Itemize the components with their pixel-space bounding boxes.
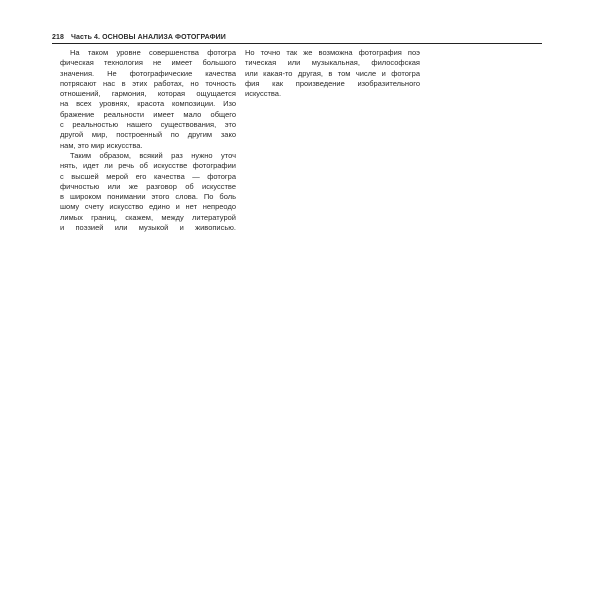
text-line: другой мир, построенный по другим зако — [60, 130, 236, 140]
running-header — [52, 33, 542, 44]
running-title: Часть 4. ОСНОВЫ АНАЛИЗА ФОТОГРАФИИ — [71, 34, 226, 41]
text-line: отношений, гармония, которая ощущается — [60, 89, 236, 99]
text-line: нам, это мир искусства. — [60, 140, 143, 150]
left-paragraph-2 — [60, 151, 236, 233]
right-paragraph-1 — [245, 48, 420, 99]
text-line: фичностью или же разговор об искусстве — [60, 181, 236, 191]
text-line: с высшей мерой его качества — фотогра — [60, 171, 236, 181]
text-line: с реальностью нашего существования, это — [60, 120, 236, 130]
text-line: шому счету искусство едино и нет непреодо — [60, 202, 236, 212]
text-line: На таком уровне совершенства фотогра — [70, 48, 236, 57]
text-line: в широком понимании этого слова. По боль — [60, 192, 236, 202]
text-line: Таким образом, всякий раз нужно уточ — [70, 150, 236, 160]
left-paragraph-1 — [60, 48, 236, 151]
text-line: или какая-то другая, в том числе и фотогра — [245, 68, 420, 78]
right-text-column — [245, 48, 420, 99]
text-line: бражение реальности имеет мало общего — [60, 109, 236, 119]
text-line: фическая технология не имеет большого — [60, 58, 236, 68]
text-line: лимых границ, скажем, между литературой — [60, 212, 236, 222]
text-line: потрясают нас в этих работах, но точность — [60, 78, 236, 88]
text-line: и поэзией или музыкой и живописью. — [60, 223, 236, 233]
text-line: нять, идет ли речь об искусстве фотографии — [60, 161, 236, 171]
text-line: искусства. — [245, 89, 282, 99]
text-line: Но точно так же возможна фотография поэ — [245, 48, 420, 57]
text-line: на всех уровнях, красота композиции. Изо — [60, 99, 236, 109]
left-text-column — [60, 48, 236, 233]
text-line: значения. Не фотографические качества — [60, 68, 236, 78]
page-number: 218 — [52, 34, 64, 41]
text-line: фия как произведение изобразительного — [245, 78, 420, 88]
text-line: тическая или музыкальная, философская — [245, 58, 420, 68]
